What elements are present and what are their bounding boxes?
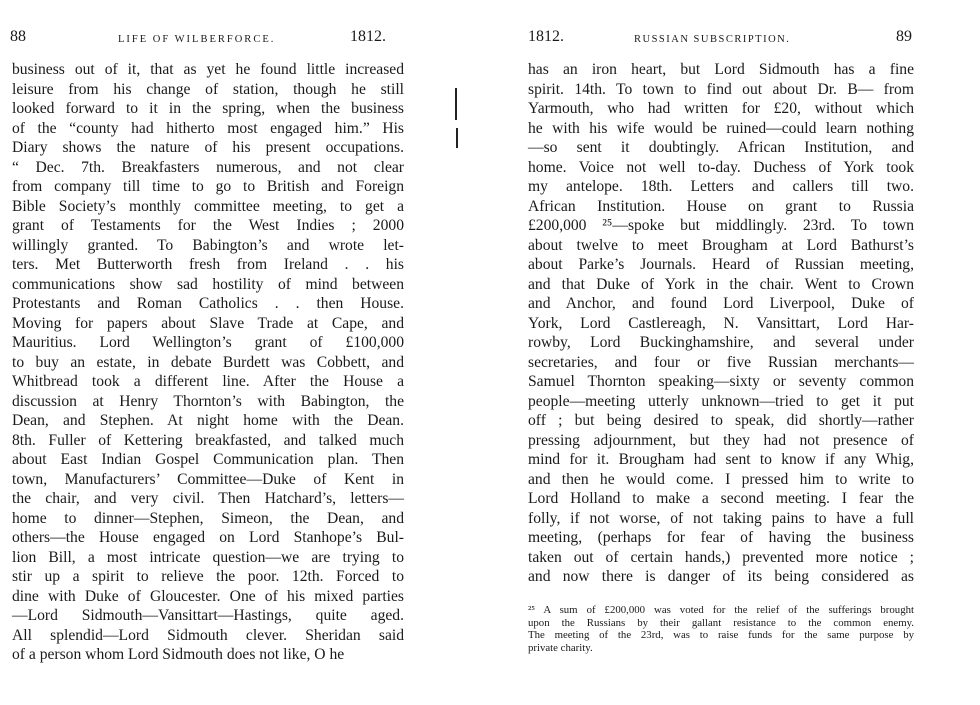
margin-mark (456, 128, 458, 148)
left-page-header (10, 28, 402, 52)
text-line: Mauritius. Lord Wellington’s grant of £100,000 (12, 334, 404, 351)
text-line: spirit. 14th. To town to find out about Dr. B— from (528, 80, 914, 98)
text-line: about twelve to meet Brougham at Lord Bathurst’s (528, 236, 914, 254)
text-line: and then he would come. I pressed him to write to (528, 470, 914, 488)
text-line: and Anchor, and found Lord Liverpool, Duke of (528, 295, 914, 312)
text-line: pressing adjournment, but they had not presence of (528, 431, 914, 449)
right-page (510, 0, 980, 705)
text-line: secretaries, and four or five Russian merchants— (528, 353, 914, 371)
text-line: of the “county had hitherto most engaged him.” His (12, 119, 404, 137)
text-line: lion Bill, a most intricate question—we are trying to (12, 548, 404, 566)
left-page-number: 88 (10, 28, 26, 45)
text-line: town, Manufacturers’ Committee—Duke of Kent in (12, 470, 404, 488)
text-line: business out of it, that as yet he found little increased (12, 61, 404, 78)
text-line: —so sent it doubtingly. African Institution, and (528, 139, 914, 156)
footnote-line: private charity. (528, 641, 593, 654)
text-line: about East Indian Gospel Communication plan. Then (12, 451, 404, 468)
text-line: taken out of certain hands,) prevented more notice ; (528, 548, 914, 566)
text-line: Lord Holland to make a second meeting. I fear the (528, 490, 914, 507)
text-line: leisure from his change of station, though he still (12, 80, 404, 98)
footnote-line: The meeting of the 23rd, was to raise funds for the same purpose by (528, 629, 914, 641)
text-line: Bible Society’s monthly committee meeting, to get a (12, 197, 404, 215)
text-line: communications show sad hostility of mind between (12, 275, 404, 293)
text-line: rowby, Lord Buckinghamshire, and several under (528, 334, 914, 351)
text-line: the chair, and very civil. Then Hatchard’s, letters— (12, 490, 404, 507)
left-page-text (12, 60, 404, 665)
text-line: folly, if not worse, of not taking pains to have a full (528, 509, 914, 527)
text-line: home to dinner—Stephen, Simeon, the Dean, and (12, 509, 404, 527)
text-line: and that Duke of York in the chair. Went to Crown (528, 275, 914, 293)
text-line: stir up a spirit to relieve the poor. 12th. Forced to (12, 568, 404, 585)
text-line: looked forward to it in the spring, when the business (12, 100, 404, 117)
text-line: ters. Met Butterworth fresh from Ireland . . his (12, 256, 404, 273)
text-line: York, Lord Castlereagh, N. Vansittart, Lord Har- (528, 314, 914, 332)
footnote (528, 604, 914, 654)
text-line: All splendid—Lord Sidmouth clever. Sheridan said (12, 626, 404, 644)
right-page-year: 1812. (528, 28, 564, 45)
right-page-text (528, 60, 914, 587)
text-line: Samuel Thornton speaking—sixty or seventy common (528, 373, 914, 390)
left-running-title: LIFE OF WILBERFORCE. (118, 34, 276, 45)
text-line: off ; but being desired to speak, did shortly—rather (528, 412, 914, 429)
text-line: —Lord Sidmouth—Vansittart—Hastings, quite aged. (12, 607, 404, 624)
footnote-line: ²⁵ A sum of £200,000 was voted for the relief of the sufferings brought (528, 604, 914, 616)
text-line: discussion at Henry Thornton’s with Babington, the (12, 392, 404, 410)
margin-mark (455, 88, 457, 120)
text-line: and now there is danger of its being considered as (528, 568, 914, 585)
text-line: home. Voice not well to-day. Duchess of York took (528, 158, 914, 176)
text-line: Protestants and Roman Catholics . . then House. (12, 295, 404, 312)
text-line: from company till time to go to British and Foreign (12, 178, 404, 195)
text-line: of a person whom Lord Sidmouth does not like, O he (12, 646, 345, 663)
footnote-line: upon the Russians by their gallant resistance to the common enemy. (528, 616, 914, 629)
text-line: Whitbread took a different line. After the House a (12, 373, 404, 390)
text-line: grant of Testaments for the West Indies ; 2000 (12, 217, 404, 234)
text-line: mind for it. Brougham had sent to know if any Whig, (528, 451, 914, 468)
left-page-year: 1812. (350, 28, 386, 45)
right-page-header (528, 28, 922, 52)
text-line: Diary shows the nature of his present occupations. (12, 139, 404, 156)
text-line: willingly granted. To Babington’s and wrote let- (12, 236, 404, 254)
left-page (0, 0, 470, 705)
text-line: he with his wife would be ruined—could learn nothing (528, 119, 914, 137)
text-line: “ Dec. 7th. Breakfasters numerous, and not clear (12, 158, 404, 176)
text-line: £200,000 ²⁵—spoke but middlingly. 23rd. To town (528, 217, 914, 234)
text-line: has an iron heart, but Lord Sidmouth has a fine (528, 61, 914, 78)
text-line: meeting, (perhaps for fear of having the business (528, 529, 914, 546)
text-line: my antelope. 18th. Letters and callers till two. (528, 178, 914, 195)
text-line: Dean, and Stephen. At night home with the Dean. (12, 412, 404, 429)
text-line: people—meeting utterly unknown—tried to get it put (528, 392, 914, 410)
text-line: dine with Duke of Gloucester. One of his mixed parties (12, 587, 404, 605)
text-line: 8th. Fuller of Kettering breakfasted, and talked much (12, 431, 404, 449)
text-line: Moving for papers about Slave Trade at Cape, and (12, 314, 404, 332)
text-line: others—the House engaged on Lord Stanhope’s Bul- (12, 529, 404, 546)
right-running-title: RUSSIAN SUBSCRIPTION. (634, 34, 791, 45)
text-line: to buy an estate, in debate Burdett was Cobbett, and (12, 353, 404, 371)
text-line: Yarmouth, who had written for £20, without which (528, 100, 914, 117)
right-page-number: 89 (896, 28, 912, 45)
text-line: African Institution. House on grant to Russia (528, 197, 914, 215)
text-line: about Parke’s Journals. Heard of Russian meeting, (528, 256, 914, 273)
